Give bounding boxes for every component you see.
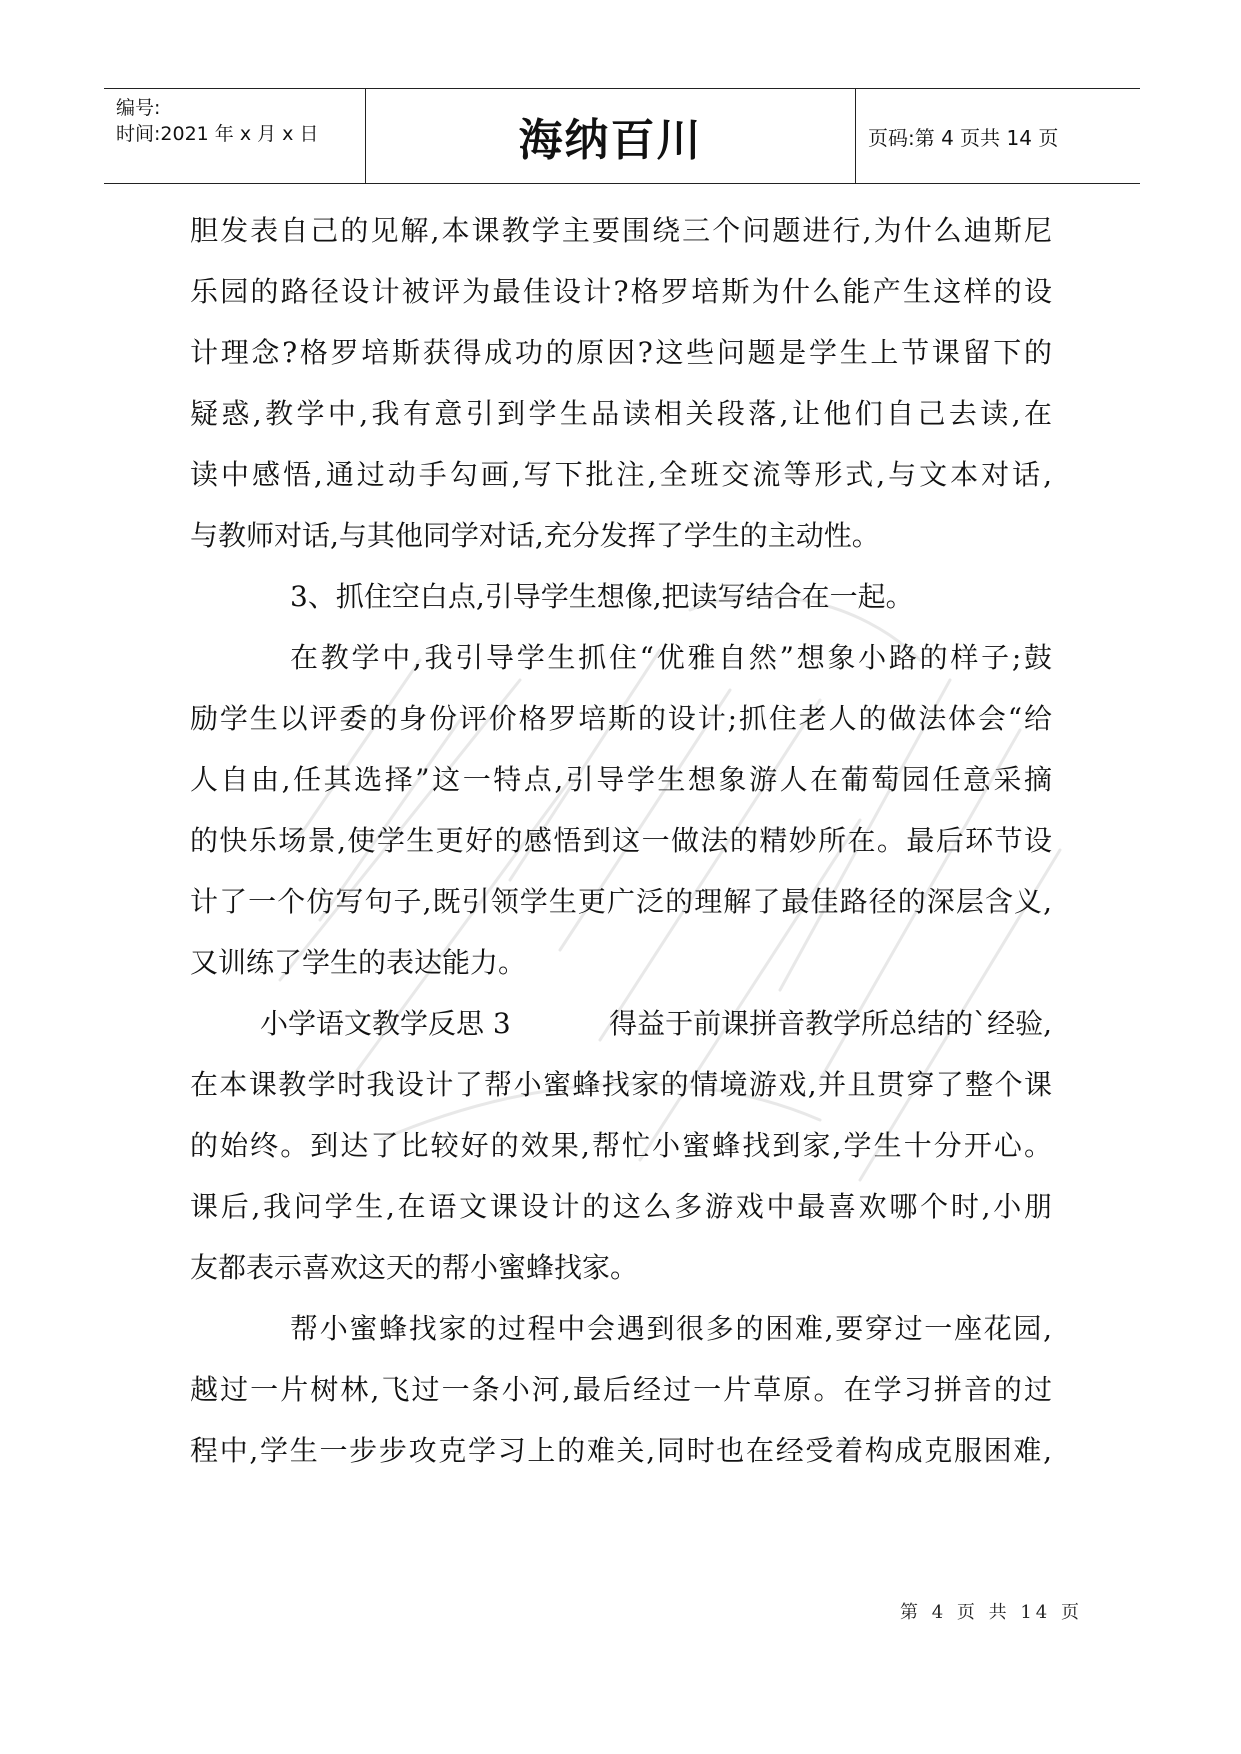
document-number-label: 编号: (116, 97, 161, 119)
text-line: 乐园的路径设计被评为最佳设计?格罗培斯为什么能产生这样的设 (190, 275, 1052, 308)
text-line: 疑惑,教学中,我有意引到学生品读相关段落,让他们自己去读,在 (190, 397, 1052, 430)
text-line: 友都表示喜欢这天的帮小蜜蜂找家。 (190, 1251, 639, 1284)
text-line: 在教学中,我引导学生抓住“优雅自然”想象小路的样子;鼓 (290, 641, 1052, 674)
text-line: 读中感悟,通过动手勾画,写下批注,全班交流等形式,与文本对话, (190, 458, 1052, 491)
reflection-title: 小学语文教学反思 3 (260, 1007, 511, 1040)
text-line: 的快乐场景,使学生更好的感悟到这一做法的精妙所在。最后环节设 (190, 824, 1052, 857)
text-line: 计了一个仿写句子,既引领学生更广泛的理解了最佳路径的深层含义, (190, 885, 1052, 918)
text-line: 计理念?格罗培斯获得成功的原因?这些问题是学生上节课留下的 (190, 336, 1052, 369)
text-line: 胆发表自己的见解,本课教学主要围绕三个问题进行,为什么迪斯尼 (190, 214, 1052, 247)
article-body (190, 200, 1052, 1481)
header-page-cell (856, 89, 1140, 183)
text-line: 在本课教学时我设计了帮小蜜蜂找家的情境游戏,并且贯穿了整个课 (190, 1068, 1052, 1101)
page-footer: 第 4 页 共 14 页 (900, 1602, 1083, 1623)
text-line: 帮小蜜蜂找家的过程中会遇到很多的困难,要穿过一座花园, (290, 1312, 1052, 1345)
header-meta-cell (104, 89, 366, 183)
text-line: 得益于前课拼音教学所总结的`经验, (609, 1007, 1052, 1040)
text-line: 励学生以评委的身份评价格罗培斯的设计;抓住老人的做法体会“给 (190, 702, 1052, 735)
section-heading: 3、抓住空白点,引导学生想像,把读写结合在一起。 (290, 580, 914, 613)
page-code-label: 页码:第 4 页共 14 页 (868, 125, 1059, 150)
document-header (104, 88, 1140, 184)
header-brand-cell (366, 89, 856, 183)
brand-title: 海纳百川 (518, 115, 703, 166)
document-time-label: 时间:2021 年 x 月 x 日 (116, 123, 319, 145)
text-line: 越过一片树林,飞过一条小河,最后经过一片草原。在学习拼音的过 (190, 1373, 1052, 1406)
text-line: 的始终。到达了比较好的效果,帮忙小蜜蜂找到家,学生十分开心。 (190, 1129, 1052, 1162)
text-line: 人自由,任其选择”这一特点,引导学生想象游人在葡萄园任意采摘 (190, 763, 1052, 796)
reflection-title-line (190, 993, 1052, 1054)
text-line: 课后,我问学生,在语文课设计的这么多游戏中最喜欢哪个时,小朋 (190, 1190, 1052, 1223)
text-line: 又训练了学生的表达能力。 (190, 946, 527, 979)
text-line: 与教师对话,与其他同学对话,充分发挥了学生的主动性。 (190, 519, 880, 552)
text-line: 程中,学生一步步攻克学习上的难关,同时也在经受着构成克服困难, (190, 1434, 1052, 1467)
